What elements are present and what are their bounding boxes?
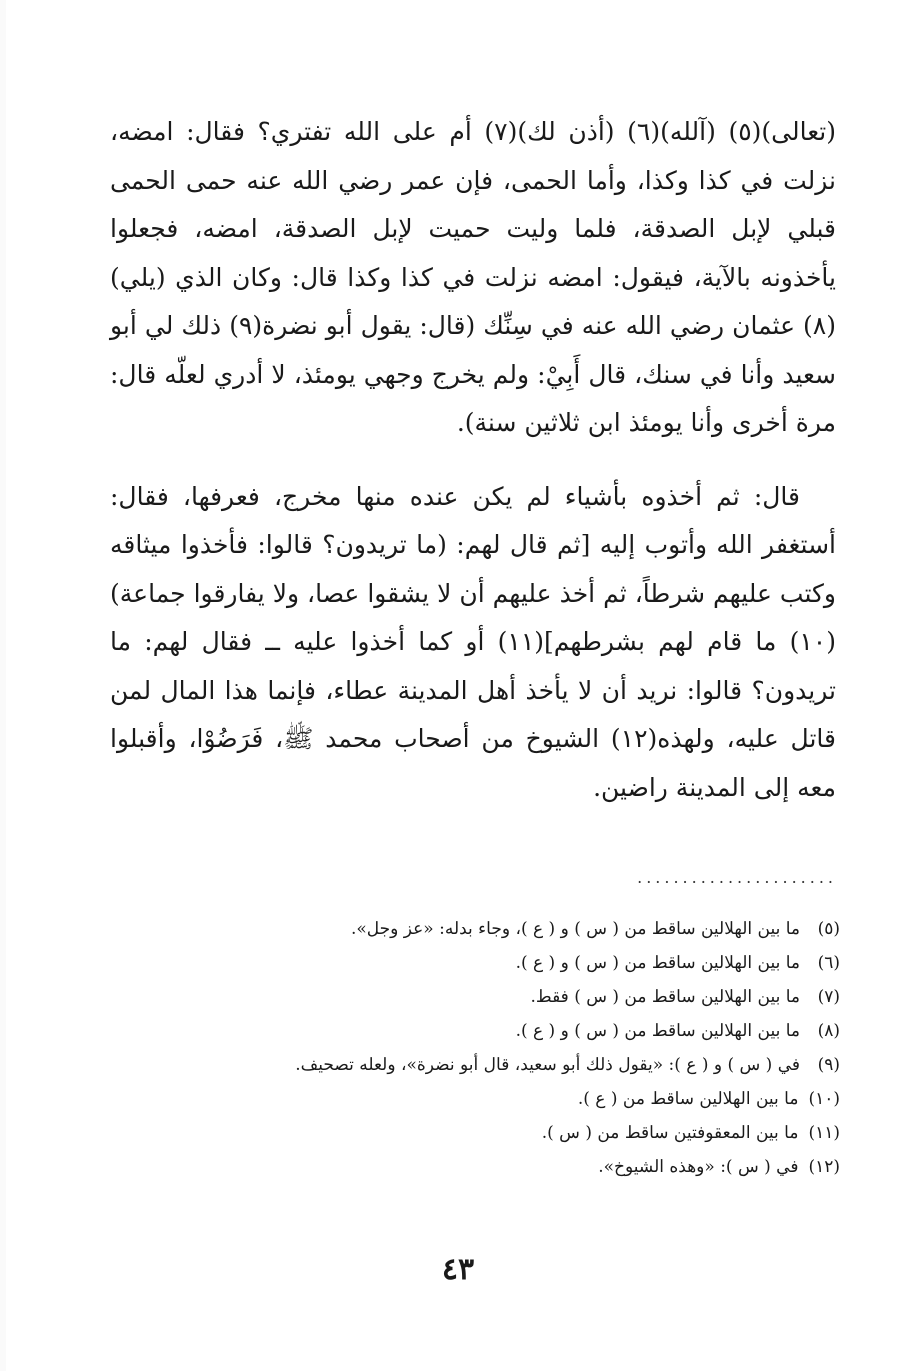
page-edge — [0, 0, 6, 1371]
footnote-separator: ...................... — [637, 868, 837, 887]
footnote-text: ما بين الهلالين ساقط من ( س ) و ( ع ). — [515, 1021, 800, 1041]
footnote-text: ما بين الهلالين ساقط من ( س ) و ( ع )، وجاء بدله: «عز وجل». — [350, 919, 800, 939]
footnote-text: ما بين الهلالين ساقط من ( س ) و ( ع ). — [515, 953, 800, 973]
footnotes-list — [200, 912, 840, 1184]
footnote-text: ما بين الهلالين ساقط من ( ع ). — [577, 1089, 799, 1109]
footnote — [200, 1014, 840, 1048]
page-number: ٤٣ — [441, 1252, 475, 1287]
footnote-number: (١٠) — [808, 1089, 840, 1109]
footnote — [200, 1116, 840, 1150]
footnote-number: (٨) — [817, 1021, 840, 1041]
footnote-text: ما بين المعقوفتين ساقط من ( س ). — [541, 1123, 799, 1143]
paragraph: قال: ثم أخذوه بأشياء لم يكن عنده منها مخرج، فعرفها، فقال: أستغفر الله وأتوب إليه [ثم قال لهم: (ما تريدون؟ قالوا: فأخذوا ميثاقه وكتب عليهم شرطاً، ثم أخذ عليهم أن لا يشقوا عصا، ولا يفارقوا جماعة)(١٠) ما قام لهم بشرطهم](١١) أو كما أخذوا عليه ــ فقال لهم: ما تريدون؟ قالوا: نريد أن لا يأخذ أهل المدينة عطاء، فإنما هذا المال لمن قاتل عليه، ولهذه(١٢) الشيوخ من أصحاب محمد ﷺ، فَرَضُوْا، وأقبلوا معه إلى المدينة راضين. — [110, 481, 836, 802]
footnote — [200, 1048, 840, 1082]
footnote-number: (٧) — [817, 987, 840, 1007]
paragraph: (تعالى)(٥) (آلله)(٦) (أذن لك)(٧) أم على الله تفتري؟ فقال: امضه، نزلت في كذا وكذا، وأما الحمى، فإن عمر رضي الله عنه حمى الحمى قبلي لإبل الصدقة، فلما وليت حميت لإبل الصدقة، امضه، فجعلوا يأخذونه بالآية، فيقول: امضه نزلت في كذا وكذا قال: وكان الذي (يلي)(٨) عثمان رضي الله عنه في سِنِّك (قال: يقول أبو نضرة(٩) ذلك لي أبو سعيد وأنا في سنك، قال أَبِيْ: ولم يخرج وجهي يومئذ، لا أدري لعلّه قال: مرة أخرى وأنا يومئذ ابن ثلاثين سنة). — [110, 117, 836, 437]
footnote-number: (٩) — [817, 1055, 840, 1075]
main-text-block — [110, 108, 836, 812]
footnote — [200, 946, 840, 980]
footnote — [200, 1082, 840, 1116]
footnote-text: في ( س ): «وهذه الشيوخ». — [598, 1157, 799, 1177]
footnote-text: في ( س ) و ( ع ): «يقول ذلك أبو سعيد، قال أبو نضرة»، ولعله تصحيف. — [295, 1055, 800, 1075]
footnote-number: (٦) — [817, 953, 840, 973]
footnote-number: (١١) — [808, 1123, 840, 1143]
footnote — [200, 1150, 840, 1184]
footnote-text: ما بين الهلالين ساقط من ( س ) فقط. — [530, 987, 800, 1007]
footnote-number: (١٢) — [808, 1157, 840, 1177]
footnote — [200, 980, 840, 1014]
footnote — [200, 912, 840, 946]
footnote-number: (٥) — [817, 919, 840, 939]
